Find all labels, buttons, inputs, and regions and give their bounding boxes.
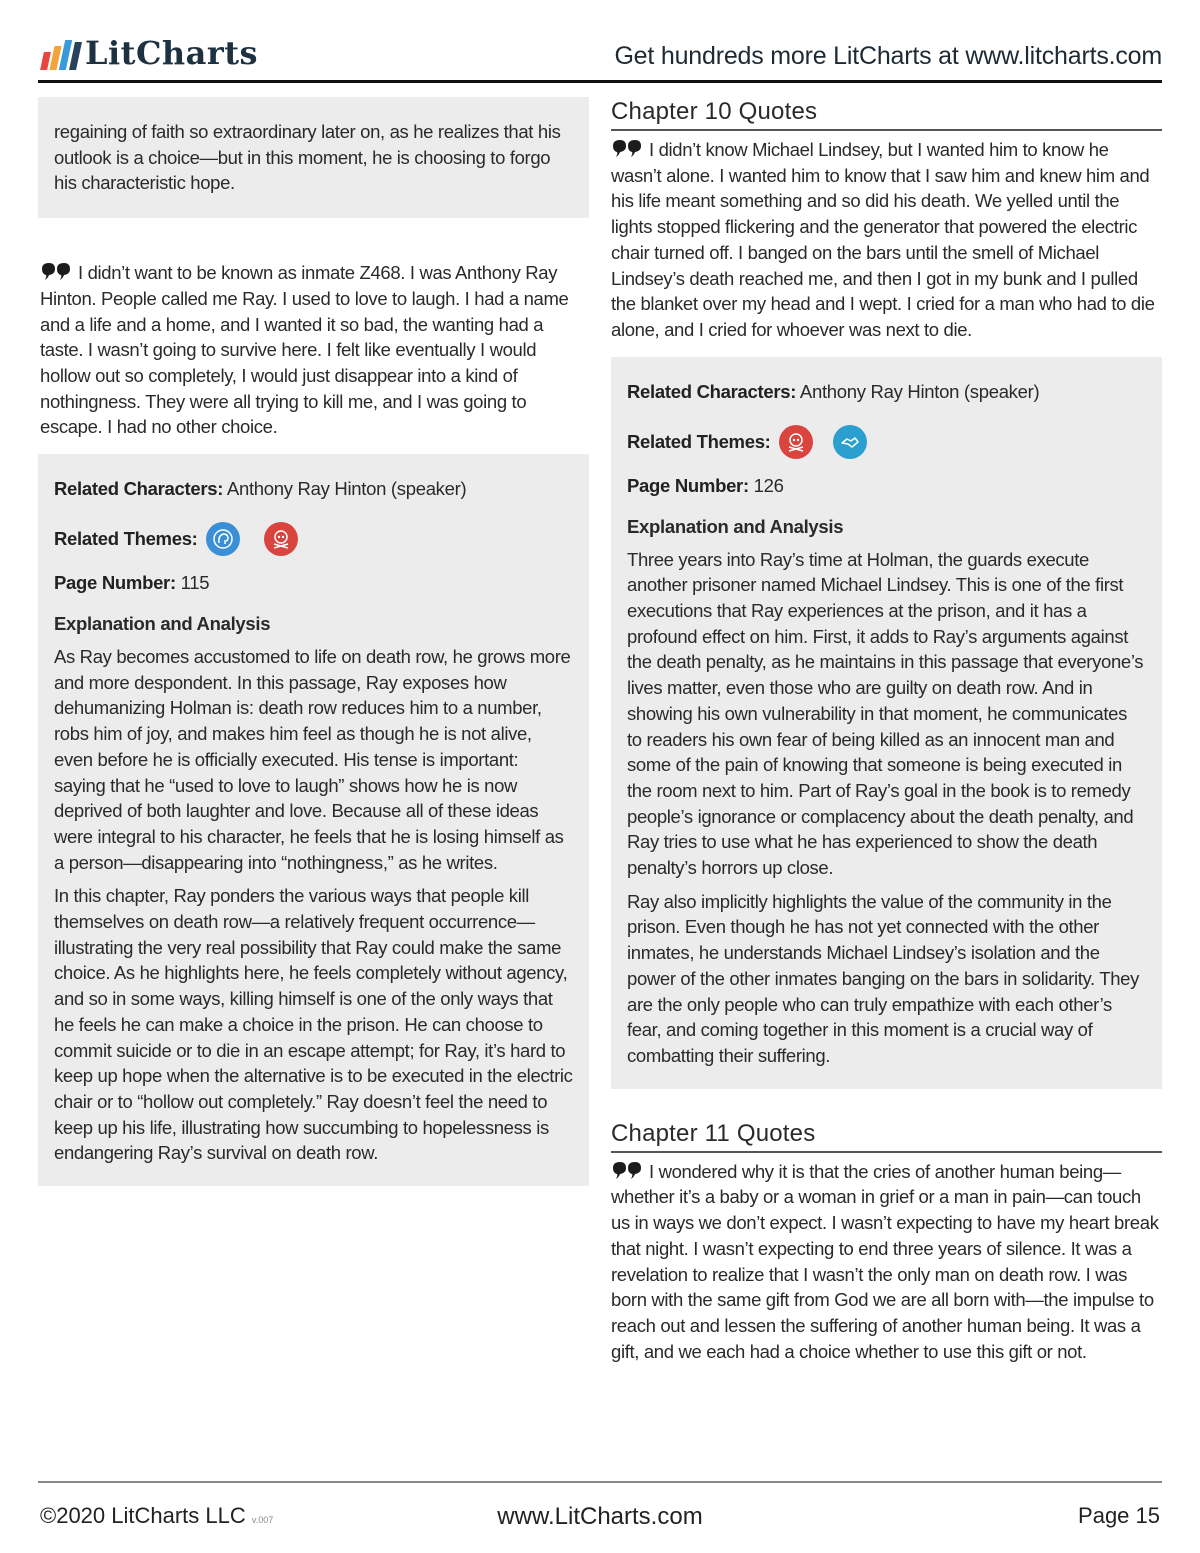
quote-text: I didn’t know Michael Lindsey, but I wanted him to know he wasn’t alone. I wanted him to know that I saw him and knew him and his life meant something and so did his death. We yelled until the lights stopped flickering and the generator that powered the electric chair turned off. I banged on the bars until the smell of Michael Lindsey’s death reached me, and then I got in my bunk and I pulled the blanket over my head and I wept. I cried for a man who had to die alone, and I cried for whoever was next to die. (611, 139, 1155, 340)
version-text: v.007 (251, 1515, 274, 1525)
chapter-11-title: Chapter 11 Quotes (611, 1119, 816, 1147)
analysis-paragraph: Three years into Ray’s time at Holman, the guards execute another prisoner named Michael Lindsey. This is one of the first executions that Ray experiences at the prison, and it has a profound effect on him. First, it adds to Ray’s arguments against the death penalty, as he maintains in this passage that everyone’s lives matter, even those who are guilty on death row. And in showing his own vulnerability in that moment, he communicates to readers his own fear of being killed as an innocent man and some of the pain of knowing that someone is being executed in the room next to him. Part of Ray’s goal in the book is to remedy people’s ignorance or complacency about the death penalty, and Ray tries to use what he has experienced to show the death penalty’s horrors up close. (627, 548, 1144, 879)
page-number (54, 570, 573, 596)
related-characters-value: Anthony Ray Hinton (speaker) (799, 380, 1040, 402)
logo-text: LitCharts (85, 34, 259, 72)
page-header (40, 28, 1162, 82)
quote-block (38, 260, 589, 440)
page-number-value: 115 (180, 572, 210, 594)
right-column (611, 97, 1162, 1364)
quote-marks-icon (40, 261, 72, 281)
page-number-value: 126 (753, 474, 784, 496)
quote-text: I didn’t want to be known as inmate Z468. I was Anthony Ray Hinton. People called me Ray. I used to love to laugh. I had a name and a life and a home, and I wanted it so bad, the wanting had a taste. I wasn’t going to survive here. I felt like eventually I would hollow out so completely, I would just disappear into a kind of nothingness. They were all trying to kill me, and I was going to escape. I had no other choice. (40, 262, 569, 438)
quote-analysis-box (38, 454, 589, 1186)
litcharts-logo[interactable] (42, 36, 258, 70)
carryover-analysis-box (38, 97, 589, 218)
header-divider (38, 80, 1162, 83)
carryover-paragraph: regaining of faith so extraordinary later on, as he realizes that his outlook is a choice—but in this moment, he is choosing to forgo his characteristic hope. (54, 121, 561, 194)
page-number (627, 473, 1146, 499)
skull-icon[interactable] (264, 522, 298, 556)
related-characters (627, 379, 1146, 405)
header-tagline-link[interactable]: Get hundreds more LitCharts at www.litcharts.com (614, 42, 1162, 70)
chapter-10-analysis-box (611, 357, 1162, 1089)
footer-divider (38, 1481, 1162, 1483)
quote-marks-icon (611, 138, 643, 158)
related-characters (54, 476, 573, 502)
analysis-paragraph: As Ray becomes accustomed to life on death row, he grows more and more despondent. In this passage, Ray exposes how dehumanizing Holman is: death row reduces him to a number, robs him of joy, and makes him feel as though he is not alive, even before he is officially executed. His tense is important: saying that he “used to love to laugh” shows how he is now deprived of both laughter and love. Because all of these ideas were integral to his character, he feels that he is losing himself as a person—disappearing into “nothingness,” as he writes. (54, 646, 571, 873)
page-number-label: Page Number: (627, 474, 749, 496)
quote-text: I wondered why it is that the cries of another human being—whether it’s a baby or a woman in grief or a man in pain—can touch us in ways we don’t expect. I wasn’t expecting to have my heart break that night. I wasn’t expecting to end three years of silence. It was a revelation to realize that I wasn’t the only man on death row. I was born with the same gift from God we are all born with—the impulse to reach out and lessen the suffering of another human being. It was a gift, and we each had a choice whether to use this gift or not. (611, 1160, 1159, 1362)
handshake-icon[interactable] (833, 425, 867, 459)
related-characters-label: Related Characters: (54, 478, 224, 500)
analysis-paragraph: In this chapter, Ray ponders the various ways that people kill themselves on death row—a relatively frequent occurrence—illustrating the very real possibility that Ray could make the same choice. As he highlights here, he feels completely without agency, and so in some ways, killing himself is one of the only ways that he feels he can make a choice in the prison. He can choose to commit suicide or to die in an escape attempt; for Ray, it’s hard to keep up hope when the alternative is to be executed in the electric chair or to “hollow out completely.” Ray doesn’t feel the need to keep up his life, illustrating how succumbing to hopelessness is endangering Ray’s survival on death row. (54, 885, 573, 1164)
chapter-10-title: Chapter 10 Quotes (611, 98, 818, 125)
footer-page-number: Page 15 (1078, 1503, 1160, 1528)
related-themes (54, 522, 573, 556)
skull-icon[interactable] (779, 425, 813, 459)
head-icon[interactable] (206, 522, 240, 556)
logo-bars-icon (42, 38, 79, 70)
copyright-text: ©2020 LitCharts LLC (40, 1503, 246, 1528)
analysis-heading: Explanation and Analysis (54, 613, 271, 635)
page-number-label: Page Number: (54, 572, 176, 594)
page-footer (38, 1503, 1162, 1537)
related-themes (627, 425, 1146, 459)
related-themes-label: Related Themes: (627, 430, 771, 452)
left-column (38, 97, 589, 1186)
chapter-11-quote-block (611, 1159, 1162, 1365)
chapter-10-quote-block (611, 137, 1162, 343)
related-characters-value: Anthony Ray Hinton (speaker) (226, 478, 467, 500)
analysis-paragraph: Ray also implicitly highlights the value of the community in the prison. Even though he has not yet connected with the other inmates, he understands Michael Lindsey’s isolation and the power of the other inmates banging on the bars in solidarity. They are the only people who can truly empathize with each other’s fear, and coming together in this moment is a crucial way of combatting their suffering. (627, 890, 1140, 1066)
quote-marks-icon (611, 1160, 643, 1180)
analysis-heading: Explanation and Analysis (627, 515, 844, 537)
related-themes-label: Related Themes: (54, 528, 198, 550)
footer-site-link[interactable]: www.LitCharts.com (497, 1503, 703, 1530)
related-characters-label: Related Characters: (627, 380, 797, 402)
